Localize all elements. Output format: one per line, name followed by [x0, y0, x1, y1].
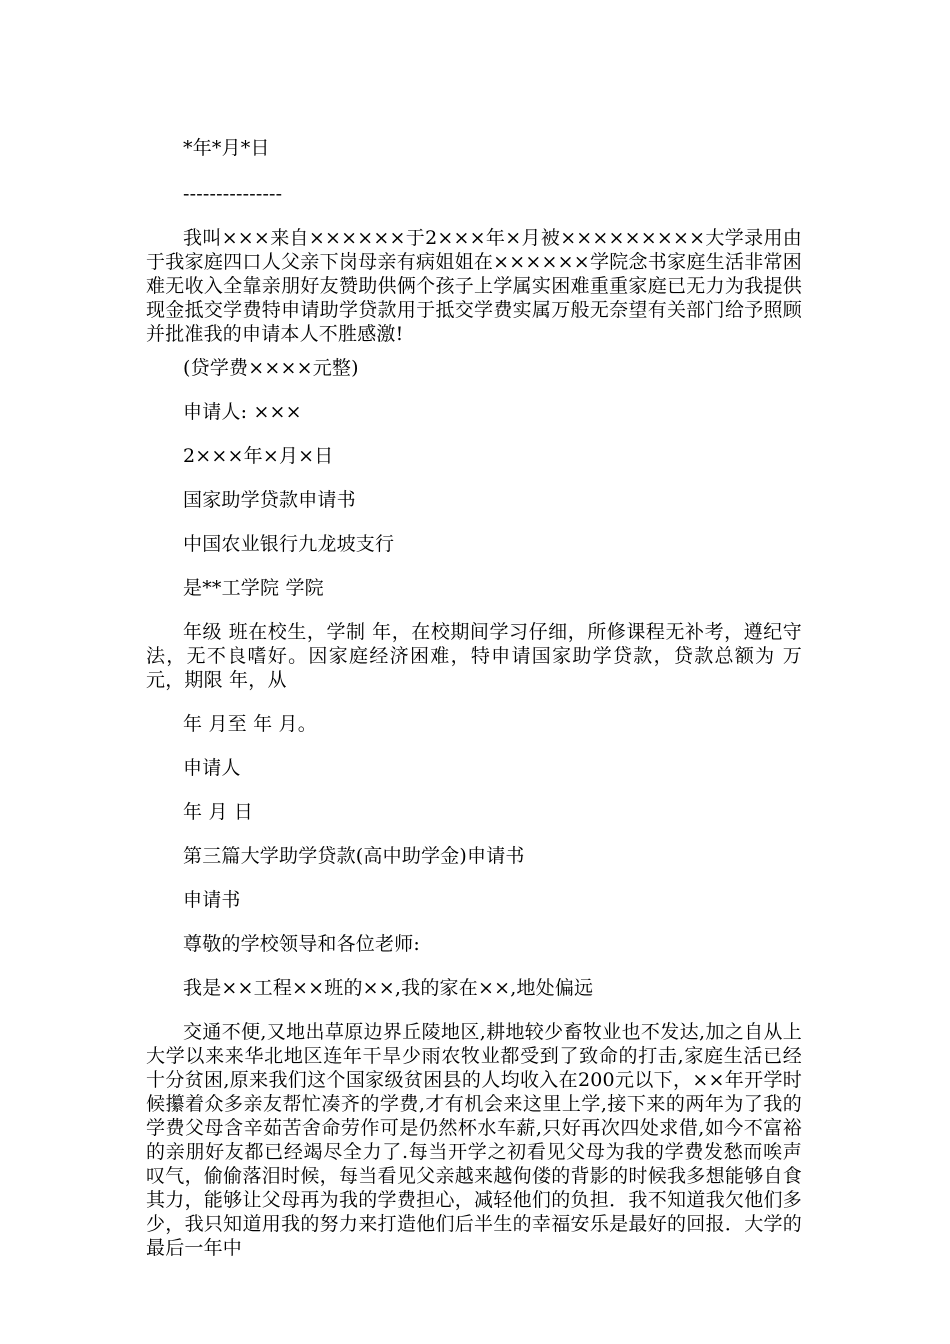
school-line: 是**工学院 学院	[183, 577, 324, 599]
application-body-paragraph: 我叫×××来自××××××于2×××年×月被×××××××××大学录用由于我家庭四口人父亲下岗母亲有病姐姐在××××××学院念书家庭生活非常困难无收入全靠亲朋好友赞助供俩个孩子上学属实困难重重家庭已无力为我提供现金抵交学费特申请助学贷款用于抵交学费实属万般无奈望有关部门给予照顾并批准我的申请本人不胜感激!	[146, 227, 802, 345]
introduction-line: 我是××工程××班的××,我的家在××,地处偏远	[183, 977, 594, 999]
applicant-line: 申请人: ×××	[183, 401, 302, 423]
applicant-label: 申请人	[183, 757, 241, 779]
date-placeholder-line: 年 月 日	[183, 801, 254, 823]
chapter-title: 第三篇大学助学贷款(高中助学金)申请书	[183, 845, 525, 867]
loan-period-line: 年 月至 年 月。	[183, 713, 317, 735]
date-line: *年*月*日	[183, 137, 270, 159]
student-statement-paragraph: 年级 班在校生，学制 年，在校期间学习仔细，所修课程无补考，遵纪守法，无不良嗜好。因家庭经济困难，特申请国家助学贷款，贷款总额为 万元，期限 年，从	[146, 621, 802, 691]
loan-amount-line: (贷学费××××元整)	[183, 357, 359, 379]
bank-name-line: 中国农业银行九龙坡支行	[183, 533, 395, 555]
separator-line: ---------------	[183, 183, 283, 205]
signature-date-line: 2×××年×月×日	[183, 445, 334, 467]
letter-title: 申请书	[183, 889, 241, 911]
section-heading: 国家助学贷款申请书	[183, 489, 356, 511]
salutation: 尊敬的学校领导和各位老师:	[183, 933, 421, 955]
letter-body-paragraph: 交通不便,又地出草原边界丘陵地区,耕地较少畜牧业也不发达,加之自从上大学以来来华北地区连年干旱少雨农牧业都受到了致命的打击,家庭生活已经十分贫困,原来我们这个国家级贫困县的人均收入在200元以下，××年开学时候攥着众多亲友帮忙凑齐的学费,才有机会来这里上学,接下来的两年为了我的学费父母含辛茹苦舍命劳作可是仍然杯水车薪,只好再次四处求借,如今不富裕的亲朋好友都已经竭尽全力了.每当开学之初看见父母为我的学费发愁而唉声叹气，偷偷落泪时候，每当看见父亲越来越佝偻的背影的时候我多想能够自食其力，能够让父母再为我的学费担心，减轻他们的负担．我不知道我欠他们多少，我只知道用我的努力来打造他们后半生的幸福安乐是最好的回报．大学的最后一年中	[146, 1021, 802, 1259]
